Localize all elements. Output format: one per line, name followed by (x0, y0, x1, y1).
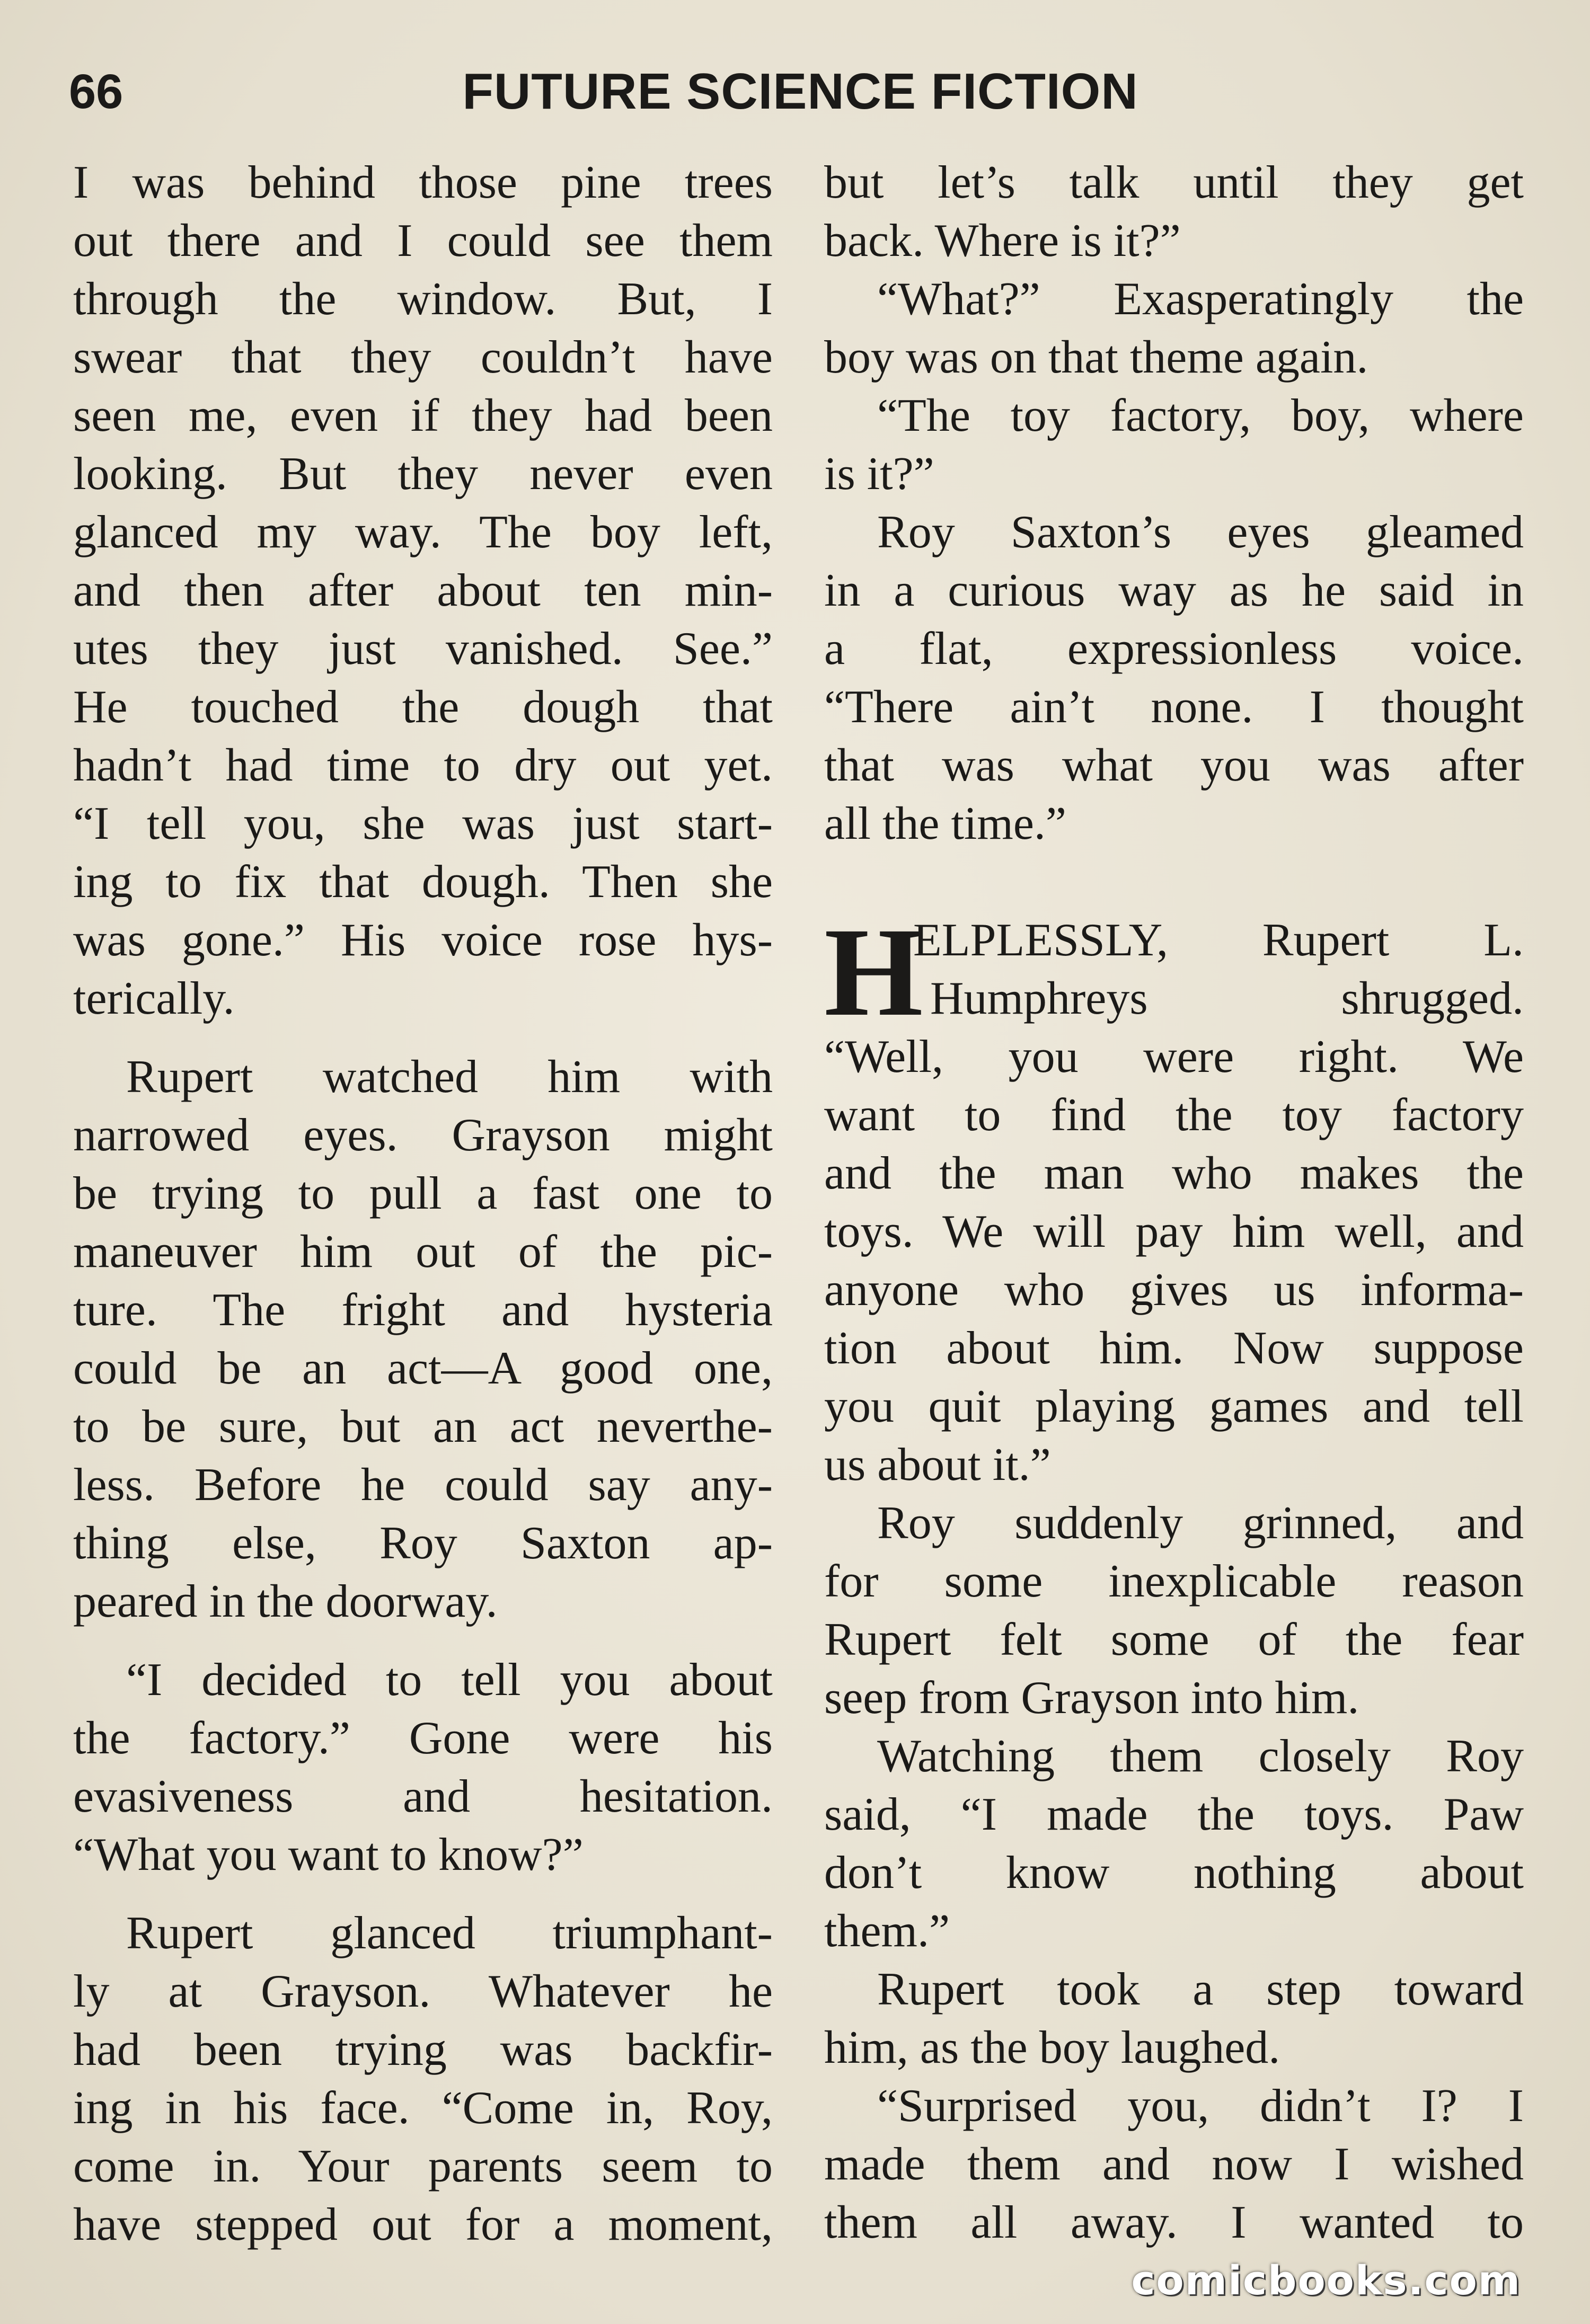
text-line: us about it.” (824, 1439, 1051, 1491)
dropcap-first-line: ELPLESSLY, Rupert L. (913, 915, 1524, 966)
text-line: that was what you was after (824, 740, 1524, 791)
text-line: through the window. But, I (73, 273, 773, 325)
section-break (824, 853, 1524, 911)
text-line: glanced my way. The boy left, (73, 507, 773, 558)
text-line: boy was on that theme again. (824, 332, 1368, 383)
text-line: “There ain’t none. I thought (824, 681, 1524, 733)
text-line: and the man who makes the (824, 1148, 1524, 1199)
text-line: all the time.” (824, 798, 1066, 849)
text-line: toys. We will pay him well, and (824, 1206, 1524, 1257)
text-line: don’t know nothing about (824, 1847, 1524, 1899)
text-line: want to find the toy factory (824, 1089, 1524, 1141)
text-line: Watching them closely Roy (877, 1731, 1524, 1782)
paragraph-gap (73, 1028, 773, 1048)
watermark-logo: comicbooks.com (1131, 2257, 1521, 2304)
text-line: Roy Saxton’s eyes gleamed (877, 507, 1524, 558)
text-line: seen me, even if they had been (73, 390, 773, 441)
text-line: terically. (73, 973, 235, 1024)
text-line: “Surprised you, didn’t I? I (877, 2080, 1524, 2132)
text-line: tion about him. Now suppose (824, 1323, 1524, 1374)
text-line: “The toy factory, boy, where (877, 390, 1524, 441)
text-line: ing to fix that dough. Then she (73, 856, 773, 908)
text-line: in a curious way as he said in (824, 565, 1524, 616)
text-line: anyone who gives us informa- (824, 1264, 1524, 1316)
text-line: Rupert felt some of the fear (824, 1614, 1524, 1665)
dropcap-paragraph-start (824, 901, 1524, 1042)
page-header (69, 63, 1532, 121)
text-line: less. Before he could say any- (73, 1459, 773, 1511)
text-line: for some inexplicable reason (824, 1556, 1524, 1607)
text-line: have stepped out for a moment, (73, 2199, 773, 2250)
text-line: seep from Grayson into him. (824, 1672, 1359, 1724)
text-line: utes they just vanished. See.” (73, 623, 773, 675)
text-line: “What you want to know?” (73, 1829, 584, 1881)
text-line: He touched the dough that (73, 681, 773, 733)
text-line: evasiveness and hesitation. (73, 1771, 773, 1822)
paragraph-gap (73, 1884, 773, 1904)
text-line: thing else, Roy Saxton ap- (73, 1518, 773, 1569)
text-line: is it?” (824, 448, 934, 500)
text-line: but let’s talk until they get (824, 157, 1524, 208)
text-line: out there and I could see them (73, 215, 773, 267)
text-line: was gone.” His voice rose hys- (73, 915, 773, 966)
text-line: the factory.” Gone were his (73, 1713, 773, 1764)
text-line: “I decided to tell you about (126, 1654, 773, 1706)
text-line: be trying to pull a fast one to (73, 1168, 773, 1219)
page-number: 66 (69, 65, 123, 119)
text-line: and then after about ten min- (73, 565, 773, 616)
paragraph-gap (73, 1631, 773, 1651)
text-line: “I tell you, she was just start- (73, 798, 773, 849)
text-line: Rupert glanced triumphant- (126, 1908, 773, 1959)
dropcap-letter: H (824, 901, 923, 1042)
dropcap-second-line: Humphreys shrugged. (930, 973, 1524, 1024)
text-line: made them and now I wished (824, 2139, 1524, 2190)
text-line: “What?” Exasperatingly the (877, 273, 1524, 325)
text-line: to be sure, but an act neverthe- (73, 1401, 773, 1452)
text-line: them.” (824, 1905, 950, 1957)
right-column-bottom-text (824, 1028, 1524, 2252)
text-line: you quit playing games and tell (824, 1381, 1524, 1432)
text-line: Roy suddenly grinned, and (877, 1497, 1524, 1549)
right-text-column (824, 154, 1524, 2252)
text-line: said, “I made the toys. Paw (824, 1789, 1524, 1840)
text-line: maneuver him out of the pic- (73, 1226, 773, 1278)
text-line: him, as the boy laughed. (824, 2022, 1280, 2073)
text-line: I was behind those pine trees (73, 157, 773, 208)
text-line: looking. But they never even (73, 448, 773, 500)
text-line: Rupert took a step toward (877, 1964, 1524, 2015)
text-line: swear that they couldn’t have (73, 332, 773, 383)
text-line: hadn’t had time to dry out yet. (73, 740, 773, 791)
running-title: FUTURE SCIENCE FICTION (462, 63, 1138, 120)
text-line: could be an act—A good one, (73, 1343, 773, 1394)
text-line: narrowed eyes. Grayson might (73, 1110, 773, 1161)
left-text-column (73, 154, 773, 2254)
text-line: Rupert watched him with (126, 1051, 773, 1103)
text-line: had been trying was backfir- (73, 2024, 773, 2075)
text-line: “Well, you were right. We (824, 1031, 1524, 1083)
text-line: come in. Your parents seem to (73, 2141, 773, 2192)
text-line: ture. The fright and hysteria (73, 1284, 773, 1336)
right-column-top-text (824, 154, 1524, 853)
text-line: ly at Grayson. Whatever he (73, 1966, 773, 2017)
text-line: peared in the doorway. (73, 1576, 498, 1627)
text-line: ing in his face. “Come in, Roy, (73, 2082, 773, 2134)
text-line: back. Where is it?” (824, 215, 1181, 267)
text-line: a flat, expressionless voice. (824, 623, 1524, 675)
text-line: them all away. I wanted to (824, 2197, 1524, 2248)
